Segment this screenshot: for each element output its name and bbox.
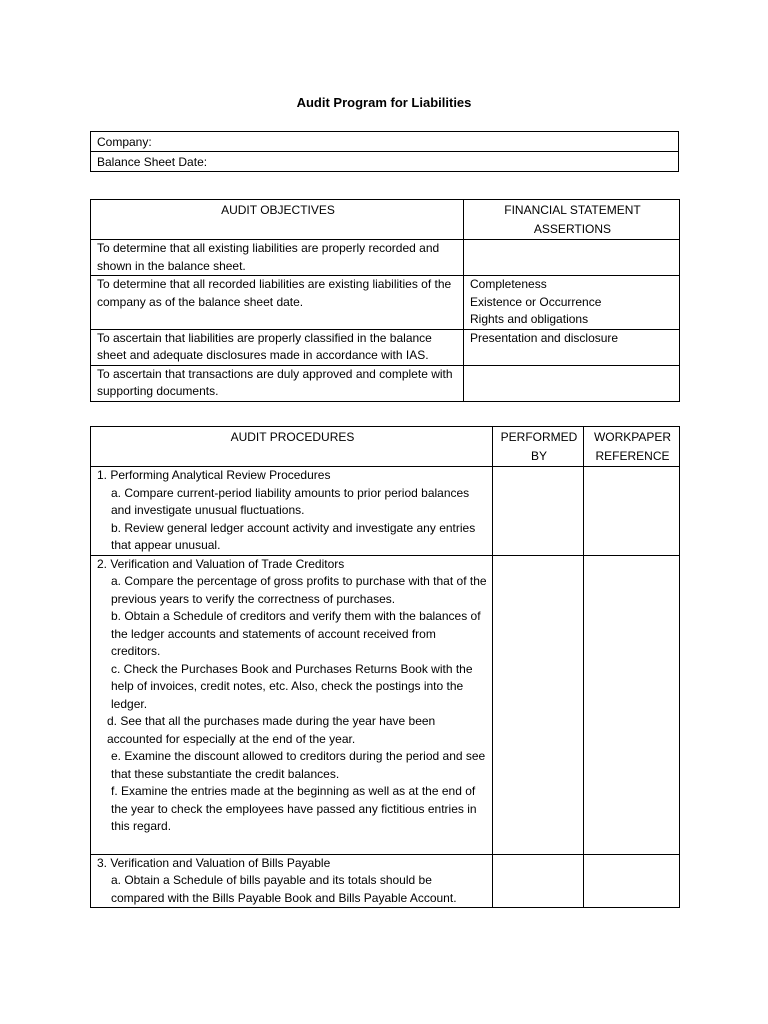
company-info-table bbox=[90, 131, 679, 172]
table-row bbox=[91, 329, 680, 365]
procedure-item: a. Compare current-period liability amounts to prior period balances and investigate unusual fluctuations. bbox=[111, 485, 470, 517]
audit-procedures-header: AUDIT PROCEDURES bbox=[91, 427, 493, 467]
assertion-item: Existence or Occurrence bbox=[470, 294, 602, 309]
assertions-cell bbox=[464, 276, 680, 330]
table-row bbox=[91, 555, 680, 854]
document-title: Audit Program for Liabilities bbox=[296, 95, 472, 110]
procedure-item: d. See that all the purchases made during the year have been accounted for especially at the end of the year. bbox=[107, 714, 436, 746]
assertions-cell bbox=[464, 329, 680, 365]
assertion-item: Completeness bbox=[470, 277, 547, 291]
procedure-heading: 2. Verification and Valuation of Trade Creditors bbox=[97, 556, 345, 571]
table-row bbox=[91, 467, 680, 556]
workpaper-reference-cell bbox=[584, 854, 680, 908]
performed-by-cell bbox=[493, 555, 584, 854]
objectives-header-row bbox=[91, 200, 680, 240]
table-row bbox=[91, 240, 680, 276]
balance-sheet-date-label: Balance Sheet Date: bbox=[91, 152, 679, 172]
assertions-cell bbox=[464, 365, 680, 401]
procedure-heading: 3. Verification and Valuation of Bills Payable bbox=[97, 855, 331, 870]
procedure-item: b. Review general ledger account activity and investigate any entries that appear unusual. bbox=[111, 520, 476, 552]
procedure-item: c. Check the Purchases Book and Purchases Returns Book with the help of invoices, credit notes, etc. Also, check the postings into the ledger. bbox=[111, 661, 473, 711]
workpaper-reference-cell bbox=[584, 555, 680, 854]
audit-objectives-header: AUDIT OBJECTIVES bbox=[91, 200, 464, 240]
objective-cell: To ascertain that liabilities are properly classified in the balance sheet and adequate disclosures made in accordance with IAS. bbox=[91, 329, 464, 365]
assertions-cell bbox=[464, 240, 680, 276]
table-row bbox=[91, 854, 680, 908]
procedure-cell bbox=[91, 467, 493, 556]
objective-cell: To determine that all existing liabilities are properly recorded and shown in the balance sheet. bbox=[91, 240, 464, 276]
performed-by-header: PERFORMED BY bbox=[493, 427, 584, 467]
procedures-header-row bbox=[91, 427, 680, 467]
audit-objectives-table bbox=[90, 199, 680, 402]
objective-cell: To determine that all recorded liabilities are existing liabilities of the company as of the balance sheet date. bbox=[91, 276, 464, 330]
assertion-item: Rights and obligations bbox=[470, 312, 589, 326]
balance-sheet-date-row bbox=[91, 152, 679, 172]
performed-by-cell bbox=[493, 467, 584, 556]
performed-by-cell bbox=[493, 854, 584, 908]
table-row bbox=[91, 365, 680, 401]
company-row bbox=[91, 132, 679, 152]
procedure-item: e. Examine the discount allowed to creditors during the period and see that these substantiate the credit balances. bbox=[111, 749, 486, 781]
procedure-heading: 1. Performing Analytical Review Procedures bbox=[97, 468, 331, 482]
table-row bbox=[91, 276, 680, 330]
procedure-cell bbox=[91, 854, 493, 908]
company-label: Company: bbox=[91, 132, 679, 152]
workpaper-reference-header: WORKPAPER REFERENCE bbox=[584, 427, 680, 467]
objective-cell: To ascertain that transactions are duly approved and complete with supporting documents. bbox=[91, 365, 464, 401]
workpaper-reference-cell bbox=[584, 467, 680, 556]
assertion-item: Presentation and disclosure bbox=[470, 330, 619, 345]
procedure-cell bbox=[91, 555, 493, 854]
assertions-header: FINANCIAL STATEMENT ASSERTIONS bbox=[464, 200, 680, 240]
procedure-item: a. Compare the percentage of gross profits to purchase with that of the previous years to verify the correctness of purchases. bbox=[111, 574, 487, 606]
procedure-item: a. Obtain a Schedule of bills payable and its totals should be compared with the Bills Payable Book and Bills Payable Account. bbox=[111, 873, 457, 905]
audit-procedures-table bbox=[90, 426, 680, 908]
procedure-item: b. Obtain a Schedule of creditors and verify them with the balances of the ledger accounts and statements of account received from creditors. bbox=[111, 609, 481, 658]
procedure-item: f. Examine the entries made at the beginning as well as at the end of the year to check the employees have passed any fictitious entries in this regard. bbox=[111, 784, 477, 833]
